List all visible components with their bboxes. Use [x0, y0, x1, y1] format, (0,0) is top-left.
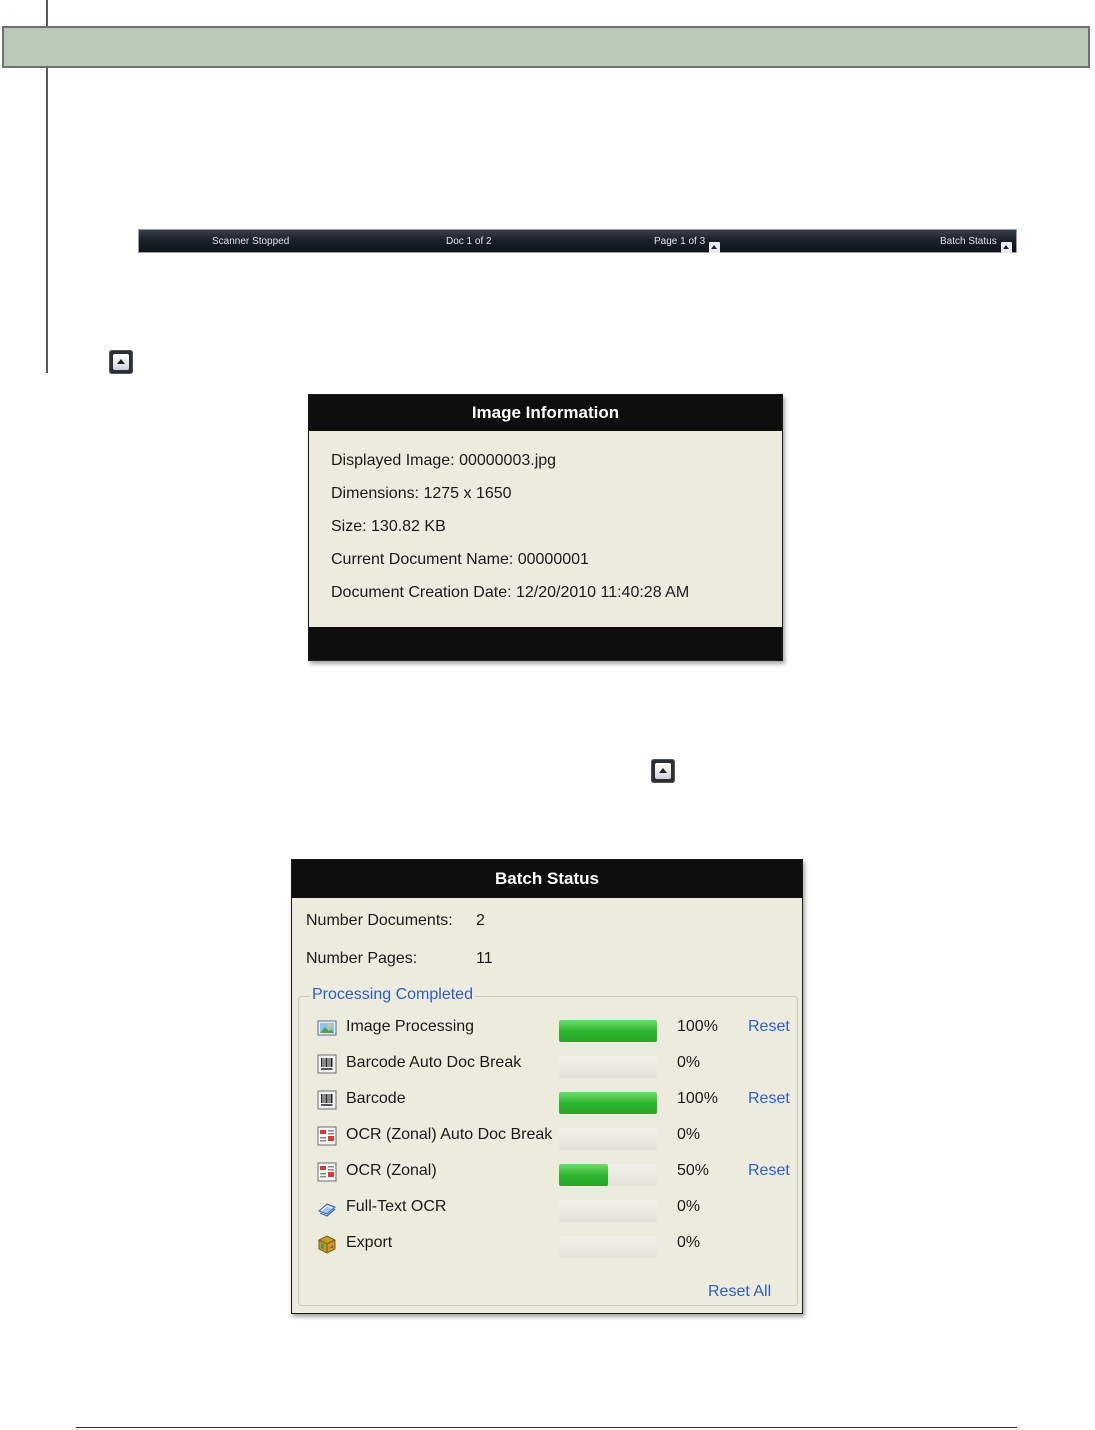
- processing-row: [292, 1230, 802, 1260]
- processing-row: [292, 1158, 802, 1188]
- processing-row-label: Full-Text OCR: [346, 1198, 447, 1215]
- file-size: Size: 130.82 KB: [331, 518, 446, 535]
- processing-row-label: Barcode Auto Doc Break: [346, 1054, 522, 1071]
- status-bar: [138, 229, 1017, 253]
- processing-row: [292, 1014, 802, 1044]
- dimensions: Dimensions: 1275 x 1650: [331, 485, 512, 502]
- documents-value: 2: [476, 912, 485, 929]
- full-text-ocr-icon: [317, 1198, 337, 1218]
- progress-bar: [559, 1092, 657, 1114]
- progress-percent: 0%: [677, 1198, 701, 1215]
- processing-completed-label: Processing Completed: [312, 986, 473, 1003]
- current-document-name: Current Document Name: 00000001: [331, 551, 589, 568]
- footer-rule: [76, 1427, 1017, 1428]
- progress-percent: 100%: [677, 1018, 718, 1035]
- expand-up-icon[interactable]: [651, 759, 675, 783]
- progress-bar: [559, 1164, 657, 1186]
- progress-bar: [559, 1200, 657, 1222]
- processing-row-label: OCR (Zonal): [346, 1162, 437, 1179]
- displayed-image: Displayed Image: 00000003.jpg: [331, 452, 557, 469]
- batch-status-title: Batch Status: [292, 860, 802, 898]
- page-counter: Page 1 of 3: [654, 236, 706, 247]
- progress-percent: 50%: [677, 1162, 710, 1179]
- processing-row: [292, 1122, 802, 1152]
- processing-row-label: Export: [346, 1234, 393, 1251]
- barcode-icon: [317, 1090, 337, 1110]
- progress-bar: [559, 1056, 657, 1078]
- export-icon: [317, 1234, 337, 1254]
- processing-row: [292, 1086, 802, 1116]
- image-information-footer: [309, 627, 782, 660]
- image-processing-icon: [317, 1018, 337, 1038]
- reset-link[interactable]: Reset: [748, 1162, 790, 1179]
- barcode-icon: [317, 1054, 337, 1074]
- progress-bar-fill: [559, 1164, 608, 1186]
- page-counter-group: [654, 236, 705, 247]
- progress-percent: 0%: [677, 1234, 701, 1251]
- reset-link[interactable]: Reset: [748, 1018, 790, 1035]
- progress-bar: [559, 1020, 657, 1042]
- progress-percent: 0%: [677, 1126, 701, 1143]
- processing-row-label: Image Processing: [346, 1018, 475, 1035]
- document-counter: Doc 1 of 2: [446, 236, 492, 247]
- reset-all-link[interactable]: Reset All: [708, 1283, 772, 1300]
- progress-percent: 0%: [677, 1054, 701, 1071]
- batch-status-group: [940, 236, 997, 247]
- processing-row: [292, 1194, 802, 1224]
- processing-row: [292, 1050, 802, 1080]
- expand-up-icon[interactable]: [109, 350, 133, 374]
- batch-status-label: Batch Status: [940, 236, 997, 247]
- pages-value: 11: [476, 950, 493, 967]
- image-information-panel: [308, 394, 783, 661]
- documents-label: Number Documents:: [306, 912, 453, 929]
- progress-bar-fill: [559, 1020, 657, 1042]
- document-creation-date: Document Creation Date: 12/20/2010 11:40:28 AM: [331, 584, 690, 601]
- reset-link[interactable]: Reset: [748, 1090, 790, 1107]
- expand-button-face: [113, 354, 129, 370]
- section-header-band: [2, 26, 1090, 68]
- image-info-expand-icon[interactable]: [709, 242, 720, 253]
- image-information-title: Image Information: [309, 395, 782, 431]
- progress-bar: [559, 1236, 657, 1258]
- processing-row-label: OCR (Zonal) Auto Doc Break: [346, 1126, 553, 1143]
- processing-row-label: Barcode: [346, 1090, 406, 1107]
- ocr-zonal-icon: [317, 1126, 337, 1146]
- expand-button-face: [655, 763, 671, 779]
- progress-bar-fill: [559, 1092, 657, 1114]
- batch-status-expand-icon[interactable]: [1001, 242, 1012, 253]
- pages-label: Number Pages:: [306, 950, 418, 967]
- progress-percent: 100%: [677, 1090, 718, 1107]
- ocr-zonal-icon: [317, 1162, 337, 1182]
- progress-bar: [559, 1128, 657, 1150]
- scanner-status: Scanner Stopped: [212, 236, 290, 247]
- batch-status-panel: [291, 859, 803, 1314]
